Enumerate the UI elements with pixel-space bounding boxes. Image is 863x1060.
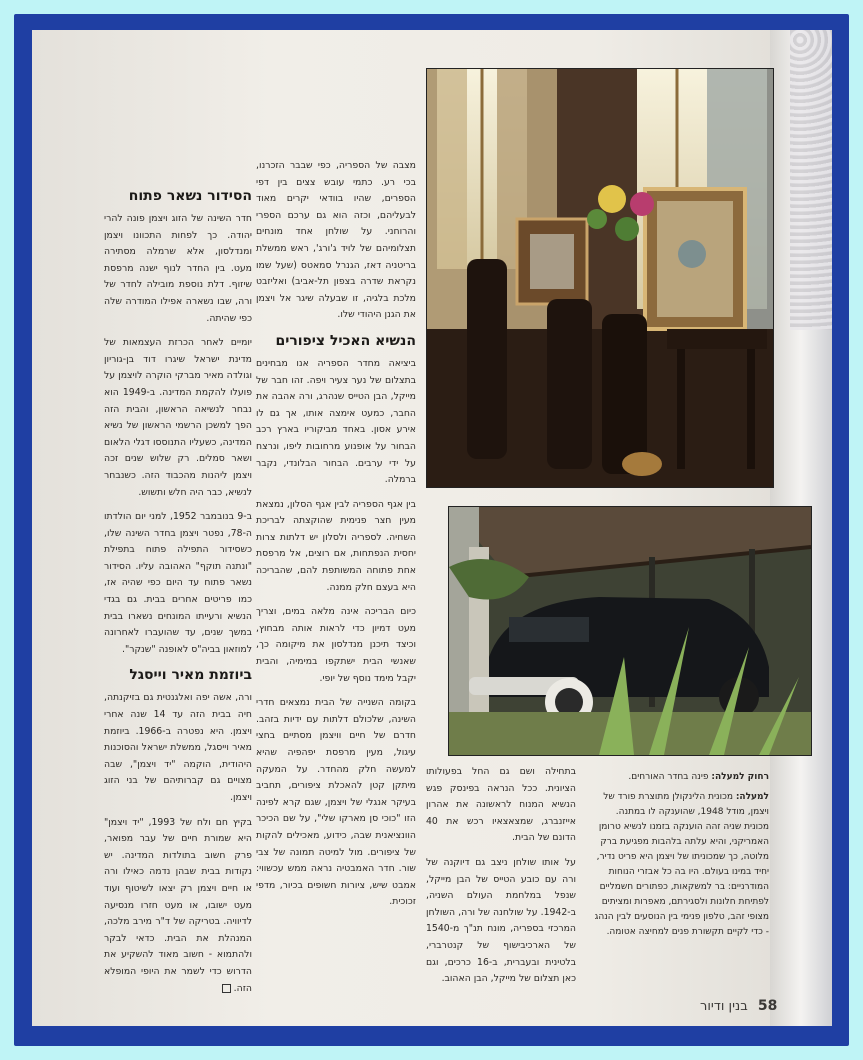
paragraph: ב-9 בנובמבר 1952, למני יום הולדתו ה-78, נפטר ויצמן בחדר השינה שלו, כשסידור התפילה פתוח בתפילת "ונתנה תוקף" האהובה עליו. הסידור נשאר פתוח עד היום כפי שהיה אז, כמו פריטים אחרים בבית. גם בגדי הנשיא ורעייתו המונחים נשארו בבית במשך שנים, עד שהועברו לאחרונה למוזאון בביה"ס לאופנה "שנקר".: [104, 511, 252, 655]
paragraph-text: בקיץ חם ולח של 1993, "יד ויצמן" היא שמורת חיים של עבר מפואר, פרק חשוב בתולדות המדינה. יש נקודות בבית שבהן נדמה כאילו ורה או חיים ויצמן רק יצאו לשיטוף ועוד מעט ישובו, או מעט חזרו מנסיעה לדיוויה. בטריקה של ד"ר מירב מלכה, המנהלת את הבית. כדאי לבקר ולהתמוא - חשוב מאוד להשקיע את הדרוש כדי לשמר את היופי המופלא הזה.: [104, 816, 252, 994]
caption-text: פינה בחדר האורחים.: [628, 772, 709, 782]
page-number: 58: [757, 998, 778, 1014]
paragraph: מצבה של הספריה, כפי שבבר הזכרנו, בכי רע. כתמי עובש צצים בין דפי הספרים, שהיו בוודאי יקרים מאוד לבעליהם, וכזה הוא גם ערכם הספרי והרוחני. על שולחן אחד מונחים תצלומיהם של לויד ג'ורג', ראש ממשלת בריטניה דאז, הגנרל סמאטס (שעל שמו נקראת שדרה בצפון תל-אביב) ואליזבט מלכת בלגיה, זו שבעלה שיגר אל ויצמן את הגנן היהודי שלו.: [256, 160, 416, 321]
lace-tablecloth: [790, 30, 832, 330]
caption-top: [591, 770, 769, 785]
article-column-middle: [426, 764, 576, 996]
caption-label: רחוק למעלה:: [711, 772, 769, 782]
paragraph: כיום הבריכה אינה מלאה במים, וצריך מעט דמיון כדי לראות אותה מבחוץ, וכיצד תיכנן מנדלסון את מיקומה כך, שאנשי הבית ישתקפו במימיה, והבית יקבל מימד נוסף של יופי.: [256, 606, 416, 684]
section-heading: הסידור נשאר פתוח: [128, 188, 252, 204]
paragraph: ורה, אשה יפה ואלגנטית גם בזיקנתה, חיה בבית הזה עד 14 שנה אחרי ויצמן. היא נפטרה ב-1966. ביוזמת מאיר וייסגל, ממשלת ישראל והסוכנות היהודית, הוקמה "יד ויצמן", שבה מצויים גם קברותיהם של בני הזוג ויצמן.: [104, 692, 252, 803]
end-mark-icon: [222, 984, 231, 993]
dining-room-photo: [426, 68, 774, 488]
caption-label: למעלה:: [735, 792, 769, 802]
photo-captions: [591, 770, 769, 945]
caption-text: מכונית הלינקולן מתוצרת פורד של ויצמן, מודל 1948, שהוענקה לו במתנה. מכונית שניה זהה הוענקה בזמנו לנשיא טרומן האמריקני, והיא עלתה בלהבות מפגיעת ברק מלוטה, כך שמכוניתו של ויצמן היא פריט נדיר, יחיד במינו בעולם. היו בה כל אבזרי הנוחות המודרניים: בר למשקאות, כפתורים חשמליים לפתיחת חלונות ולסגירתם, מאפרות ומציתים מצופי זהב, טלפון פנימי בין הנוסעים לבין הנהג - כדי לקיים תקשורת פנים למחיצה אטומה.: [594, 792, 769, 937]
paragraph: בין אגף הספריה לבין אגף הסלון, נמצאת מעין חצר פנימית שהוקצתה לבריכת השחיה. לספריה ולסלון יש דלתות צרות יחסית הנפתחות, אם רוצים, אל מרפסת אחת פתוחה המשותפת להם, שהבריכה היא בעצם חלק ממנה.: [256, 498, 416, 593]
paragraph: בתחילה ושם גם החל בפעולותו הציונית. ככל הנראה בפינסק פגש הנשיא המנוח לראשונה את אהרון אייזנברג, שמצאצאיו רכש את 40 הדונם של הבית.: [426, 766, 576, 844]
paragraph: יומיים לאחר הכרזת העצמאות של מדינת ישראל שיגרו דוד בן-גוריון וגולדה מאיר מברקי הוקרה לויצמן על פועלו להקמת המדינה. ב-1949 הוא נבחר לנשיאה הראשון, והבית הזה הפך למשכן הרשמי הראשון של נשיא המדינה, כשעליו התנוססו דגלי הלאום ושאר סמלים. רק שלוש שנים זכה ויצמן ליהנות מהכבוד הזה. כשנבחר לנשיא, כבר היה חלש ותשוש.: [104, 337, 252, 498]
paragraph: [104, 815, 252, 998]
page-footer: [700, 998, 777, 1014]
magazine-name: בנין ודיור: [700, 999, 748, 1014]
carport-vintage-car-photo: [448, 506, 812, 756]
paragraph: על אותו שולחן ניצב גם דיוקנה של ורה עם כובע הטייס של הבן מייקל, שנפל במלחמת העולם השניה, ב-1942. על שולחנה של ורה, השולחן המרכזי בספריה, מונח תנ"ך מ-1540 של הארכיבישוף של קנטרברי, בלטינית ובעברית, ב-16 כרכים, וגם כאן תצלום של מייקל, הבן האהוב.: [426, 856, 577, 985]
paragraph: ביציאה מחדר הספריה אנו מבחינים בתצלום של נער צעיר ויפה. זהו חבר של מייקל, הבן הטייס שנהרג, ורה אהבה את החבר, כמעט אימצה אותו, אך גם לו אירע אסון. באחד מביקוריו בארץ רכב הבחור על אופנוע מרחובות ליפו, ונרצח על ידי ערבים. הבחור הבלונדי, נקבר ברמלה.: [256, 357, 416, 486]
section-heading: הנשיא האכיל ציפורים: [275, 332, 416, 349]
section-heading: ביוזמת מאיר וייסגל: [129, 667, 252, 684]
caption-bottom: [591, 790, 769, 940]
paragraph: בקומה השנייה של הבית נמצאים חדרי השינה, שלכולם דלתות עם ידיות בזהב. חדרם של חיים וויצמן מסתיים בחצי עיגול, מעין מרפסת יפהפיה שהיא למעשה חלק מהחדר. על המעקה מיתקן קטן להאכלת ציפורים, תחביב בעיקר אנגלי של ויצמן, שגם קרא לפינה הזו "כוכי סן מארקו שלי", על שם הכיכר הוונציאנית שבה, כידוע, מאכילים להקות של ציפורים. מול למיטה תמונה של צבי שור. חדר האמבטיה נראה ממש עכשווי: אמבט שיש, ציורות חשופים בכיור, מדפי זכוכית.: [256, 697, 416, 908]
article-column-right: [256, 158, 416, 919]
paragraph: חדר השינה של הזוג ויצמן פונה להרי יהודה. כך לפחות התכוונו ויצמן ומנדלסון, אלא שרמלה מסתירה מעט. בין החדר לנוף ישנה מרפסת שיזוף. דלת נוספת מובילה לחדר של ורה, שבו נשארה אפילו המודרה שלה כפי שהיתה.: [104, 213, 252, 324]
article-column-left: [104, 183, 252, 1005]
